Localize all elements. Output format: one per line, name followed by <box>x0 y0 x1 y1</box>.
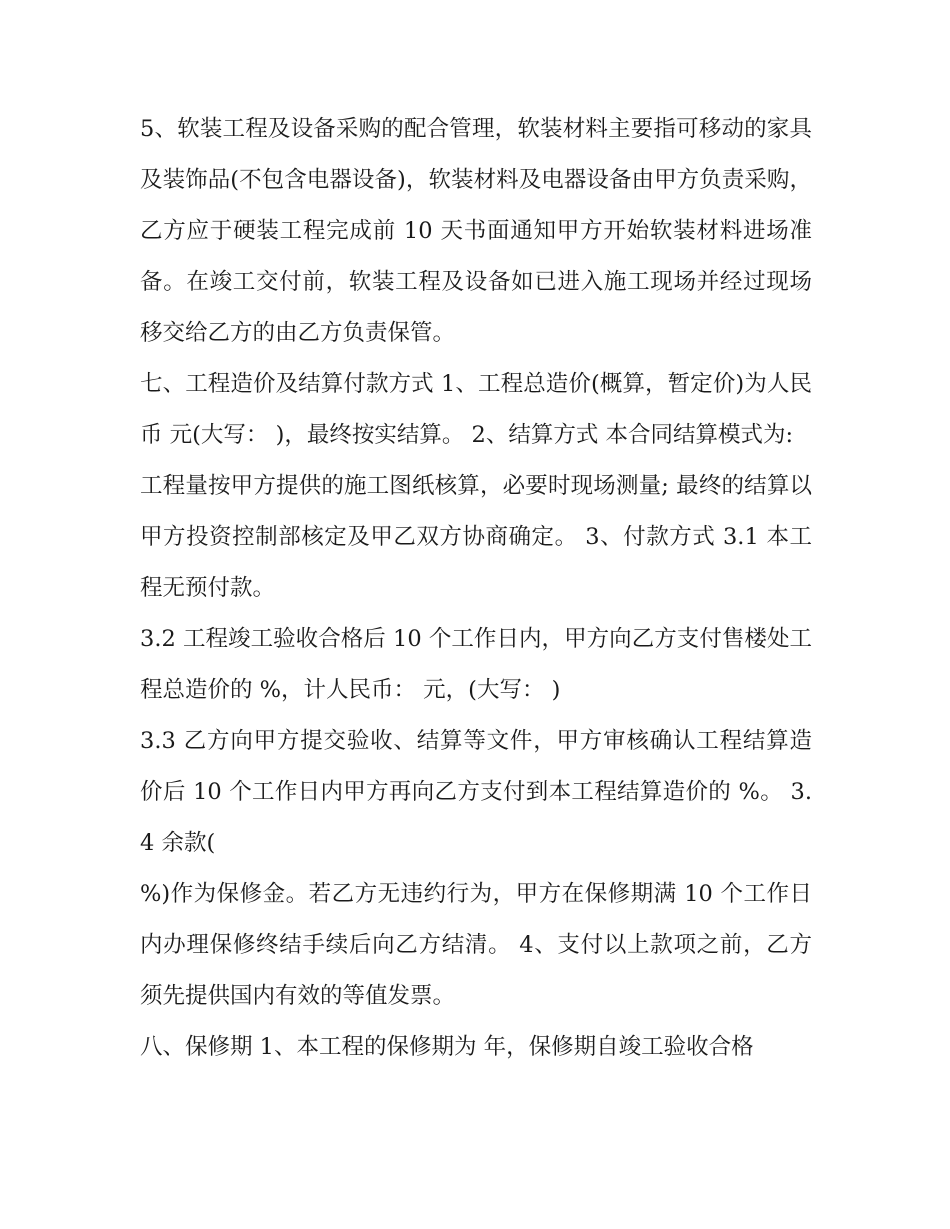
paragraph-quantity-settlement: 工程量按甲方提供的施工图纸核算，必要时现场测量; 最终的结算以甲方投资控制部核定及甲乙双方协商确定。 3、付款方式 3.1 本工程无预付款。 <box>140 473 812 601</box>
paragraph-clause-3-2: 3.2 工程竣工验收合格后 10 个工作日内，甲方向乙方支付售楼处工程总造价的 %，计人民币： 元，(大写： ) <box>140 626 812 703</box>
paragraph-section-7-cost: 七、工程造价及结算付款方式 1、工程总造价(概算，暂定价)为人民币 元(大写： )，最终按实结算。 2、结算方式 本合同结算模式为: <box>140 371 812 448</box>
paragraph-warranty-deposit: %)作为保修金。若乙方无违约行为，甲方在保修期满 10 个工作日内办理保修终结手续后向乙方结清。 4、支付以上款项之前，乙方须先提供国内有效的等值发票。 <box>140 881 812 1009</box>
paragraph-section-8-warranty: 八、保修期 1、本工程的保修期为 年，保修期自竣工验收合格 <box>140 1034 754 1060</box>
paragraph-soft-furnishing: 5、软装工程及设备采购的配合管理，软装材料主要指可移动的家具及装饰品(不包含电器设备)，软装材料及电器设备由甲方负责采购，乙方应于硬装工程完成前 10 天书面通知甲方开始软装材料进场准备。在竣工交付前，软装工程及设备如已进入施工现场并经过现场移交给乙方的由乙方负责保管。 <box>140 116 812 346</box>
document-body <box>140 104 812 1073</box>
paragraph-clause-3-3: 3.3 乙方向甲方提交验收、结算等文件，甲方审核确认工程结算造价后 10 个工作日内甲方再向乙方支付到本工程结算造价的 %。 3.4 余款( <box>140 728 812 856</box>
